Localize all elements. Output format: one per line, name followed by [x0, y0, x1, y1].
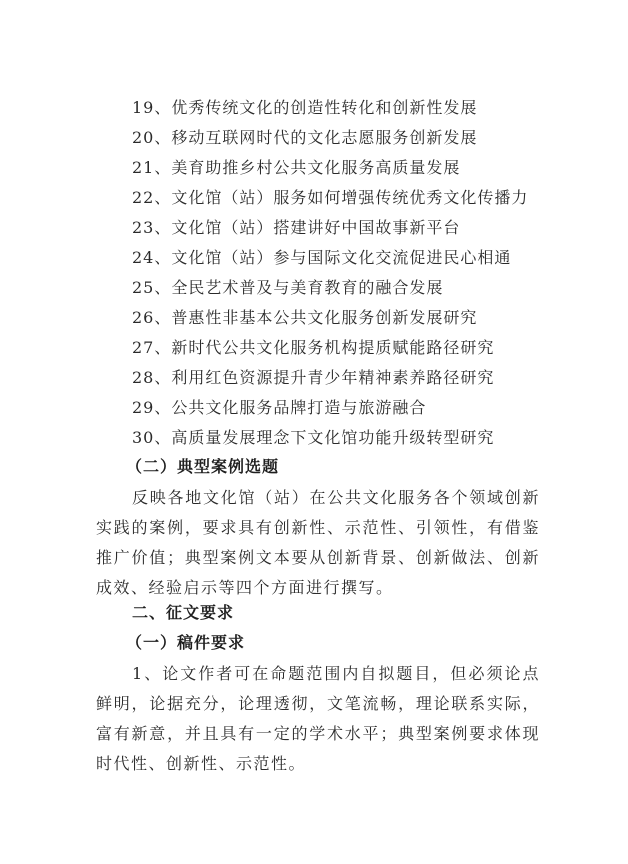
topic-item: 29、公共文化服务品牌打造与旅游融合 [132, 398, 427, 417]
topic-item: 24、文化馆（站）参与国际文化交流促进民心相通 [132, 248, 512, 267]
topic-list [132, 93, 528, 453]
topic-item: 23、文化馆（站）搭建讲好中国故事新平台 [132, 218, 461, 237]
topic-item: 28、利用红色资源提升青少年精神素养路径研究 [132, 368, 495, 387]
topic-item: 22、文化馆（站）服务如何增强传统优秀文化传播力 [132, 188, 529, 207]
topic-item: 21、美育助推乡村公共文化服务高质量发展 [132, 158, 461, 177]
topic-item: 26、普惠性非基本公共文化服务创新发展研究 [132, 308, 478, 327]
case-section-body: 反映各地文化馆（站）在公共文化服务各个领域创新实践的案例，要求具有创新性、示范性、引领性，有借鉴推广价值；典型案例文本要从创新背景、创新做法、创新成效、经验启示等四个方面进行撰写。 [96, 488, 540, 597]
topic-item: 20、移动互联网时代的文化志愿服务创新发展 [132, 128, 478, 147]
topic-item: 30、高质量发展理念下文化馆功能升级转型研究 [132, 428, 495, 447]
manuscript-requirements-heading: （一）稿件要求 [126, 633, 246, 652]
manuscript-requirements-body: 1、论文作者可在命题范围内自拟题目，但必须论点鲜明，论据充分，论理透彻，文笔流畅，理论联系实际，富有新意，并且具有一定的学术水平；典型案例要求体现时代性、创新性、示范性。 [96, 664, 540, 773]
topic-item: 19、优秀传统文化的创造性转化和创新性发展 [132, 98, 478, 117]
topic-item: 25、全民艺术普及与美育教育的融合发展 [132, 278, 444, 297]
requirements-heading: 二、征文要求 [132, 603, 235, 622]
case-section-heading: （二）典型案例选题 [126, 457, 280, 476]
topic-item: 27、新时代公共文化服务机构提质赋能路径研究 [132, 338, 495, 357]
